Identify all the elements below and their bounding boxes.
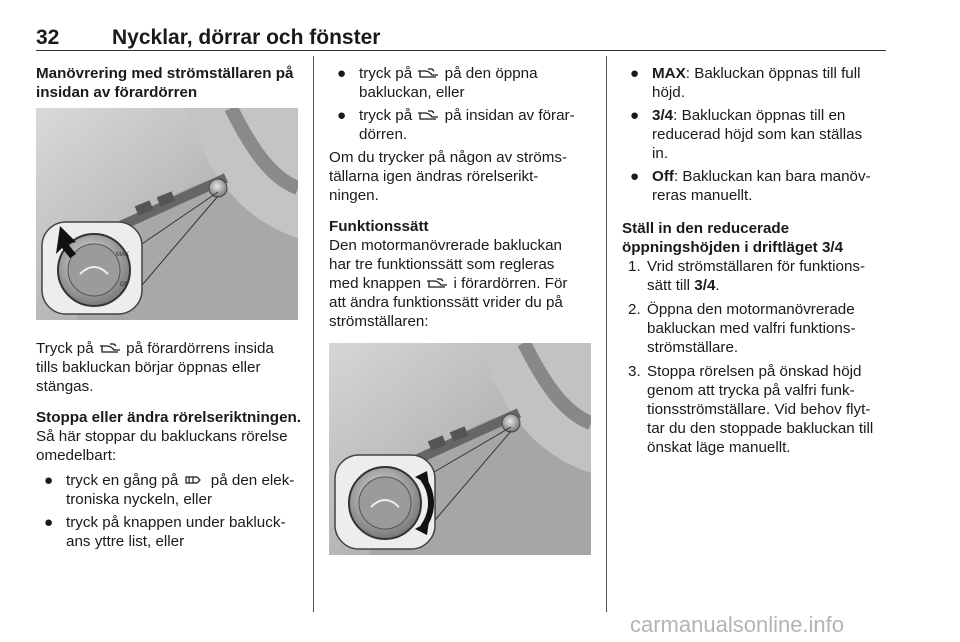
instruction-paragraph: Tryck på på förardörrens insida tills bakluckan börjar öppnas eller stängas.	[36, 340, 274, 395]
stop-text: Så här stoppar du bakluckans rörelse omedelbart:	[36, 428, 288, 464]
chapter-title: Nycklar, dörrar och fönster	[112, 26, 381, 49]
step-item: 2. Öppna den motormanövrerade bakluckan med valfri funktions- strömställare.	[628, 301, 856, 356]
step-item: 3. Stoppa rörelsen på önskad höjd genom att trycka på valfri funk- tionsströmställare. Vid behov flyt- tar du den stoppade bakluckan till önskat läge manuellt.	[628, 363, 874, 456]
list-item: ● tryck på knappen under bakluck- ans yttre list, eller	[44, 514, 286, 550]
section-heading: Manövrering med strömställaren på insidan av förardörren	[36, 65, 294, 101]
header-rule	[36, 50, 886, 51]
door-switch-illustration-2	[329, 343, 597, 560]
tailgate-icon	[416, 109, 440, 121]
off-label: Off	[120, 282, 128, 288]
watermark: carmanualsonline.info	[630, 612, 845, 637]
column-2	[329, 64, 597, 560]
function-paragraph: Den motormanövrerade bakluckan har tre funktionssätt som regleras med knappen i förardörren. För att ändra funktionssätt vrider du på strömställaren:	[329, 237, 568, 330]
list-item: ● tryck en gång på på den elek- troniska nyckeln, eller	[44, 472, 295, 508]
list-item: ● 3/4: Bakluckan öppnas till en reducerad höjd som kan ställas in.	[630, 107, 863, 162]
tailgate-icon	[425, 277, 449, 289]
tailgate-icon	[416, 67, 440, 79]
paragraph: Om du trycker på någon av ströms- tällarna igen ändras rörelserikt- ningen.	[329, 149, 568, 204]
reduced-height-heading: Ställ in den reducerade öppningshöjden i driftläget 3/4	[622, 220, 844, 256]
list-item: ● tryck på på insidan av förar- dörren.	[337, 107, 575, 143]
function-heading: Funktionssätt	[329, 218, 429, 235]
column-1	[36, 64, 304, 555]
column-divider-2	[606, 56, 607, 612]
max-label: MAX	[116, 252, 130, 258]
page-header	[36, 26, 886, 52]
tailgate-icon	[98, 342, 122, 354]
list-item: ● MAX: Bakluckan öppnas till full höjd.	[630, 65, 861, 101]
key-tailgate-icon	[183, 474, 207, 486]
page-number: 32	[36, 26, 60, 49]
list-item: ● Off: Bakluckan kan bara manöv- reras manuellt.	[630, 168, 871, 204]
door-switch-illustration-1	[36, 108, 304, 325]
column-3	[622, 64, 890, 462]
list-item: ● tryck på på den öppna bakluckan, eller	[337, 65, 538, 101]
stop-heading: Stoppa eller ändra rörelseriktningen.	[36, 409, 302, 426]
column-divider-1	[313, 56, 314, 612]
step-item: 1. Vrid strömställaren för funktions- sätt till 3/4.	[628, 258, 866, 294]
